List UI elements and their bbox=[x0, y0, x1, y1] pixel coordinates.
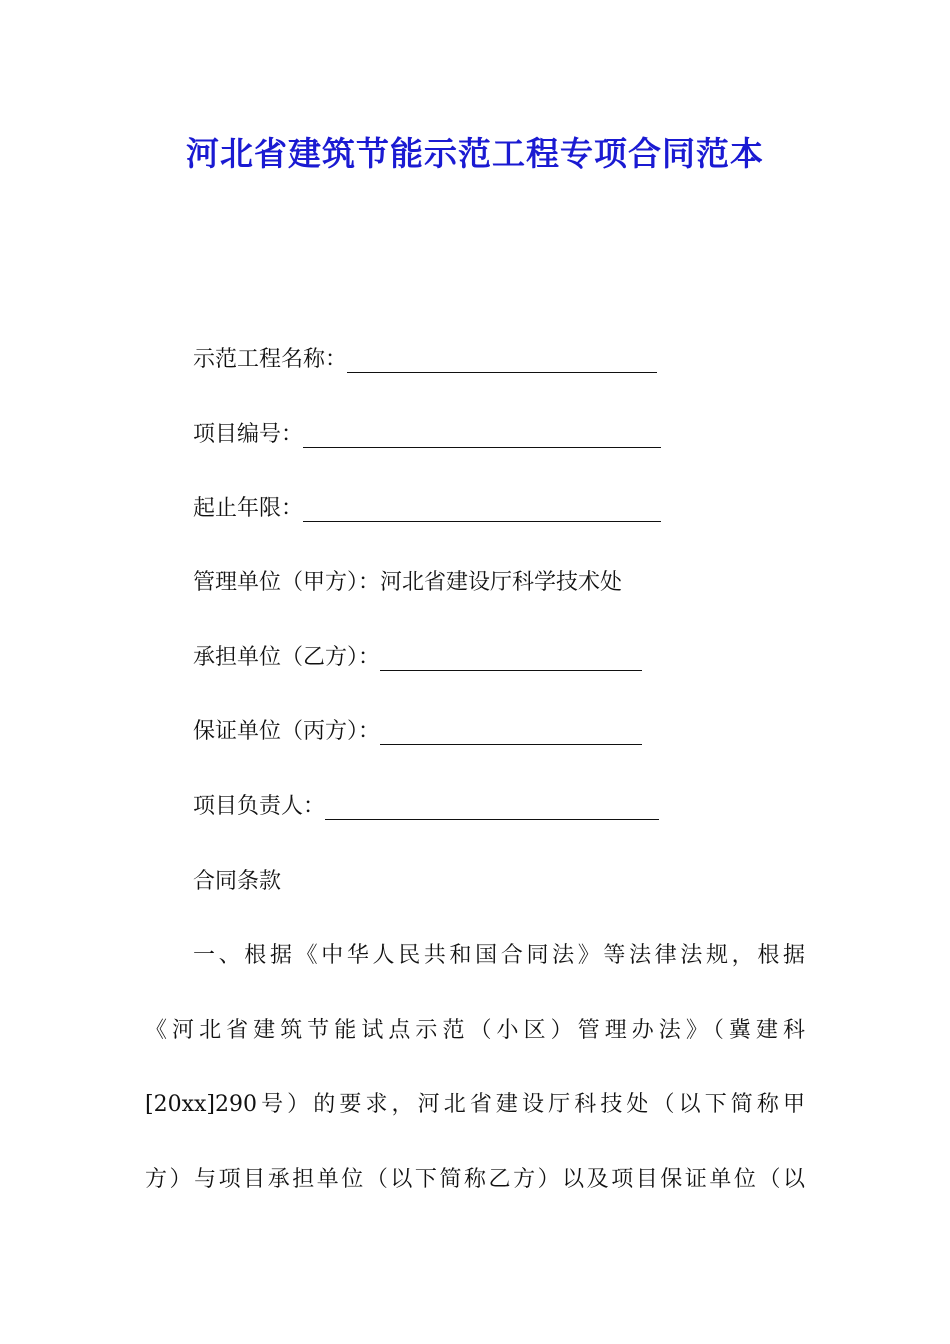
clause-line: 《河北省建筑节能试点示范（小区）管理办法》（冀建科 bbox=[145, 1018, 805, 1043]
field-label-project-number: 项目编号： bbox=[193, 422, 304, 447]
field-project-leader bbox=[193, 791, 659, 823]
fill-in-blank-project-name[interactable] bbox=[347, 350, 657, 373]
field-project-name bbox=[193, 344, 657, 376]
field-label-party-c: 保证单位（丙方）： bbox=[193, 719, 381, 744]
section-heading bbox=[193, 866, 281, 898]
fill-in-blank-project-leader[interactable] bbox=[325, 797, 659, 820]
field-duration bbox=[193, 493, 661, 525]
clause-line: 方）与项目承担单位（以下简称乙方）以及项目保证单位（以 bbox=[145, 1167, 805, 1192]
field-label-duration: 起止年限： bbox=[193, 496, 304, 521]
field-label-project-leader: 项目负责人： bbox=[193, 794, 326, 819]
fill-in-blank-duration[interactable] bbox=[303, 499, 661, 522]
field-label-party-b: 承担单位（乙方）： bbox=[193, 645, 381, 670]
field-label-party-a: 管理单位（甲方）：河北省建设厅科学技术处 bbox=[193, 570, 623, 595]
field-label-project-name: 示范工程名称： bbox=[193, 347, 348, 372]
clause-line: [20xx]290号）的要求，河北省建设厅科技处（以下简称甲 bbox=[145, 1092, 805, 1117]
field-project-number bbox=[193, 419, 661, 451]
fill-in-blank-party-c[interactable] bbox=[380, 722, 642, 745]
fill-in-blank-party-b[interactable] bbox=[380, 648, 642, 671]
field-party-b bbox=[193, 642, 642, 674]
clause-line: 一、根据《中华人民共和国合同法》等法律法规，根据 bbox=[193, 943, 805, 968]
fill-in-blank-project-number[interactable] bbox=[303, 425, 661, 448]
field-party-a bbox=[193, 567, 622, 599]
page-title: 河北省建筑节能示范工程专项合同范本 bbox=[186, 134, 764, 173]
field-party-c bbox=[193, 716, 642, 748]
section-heading-text: 合同条款 bbox=[193, 869, 282, 894]
